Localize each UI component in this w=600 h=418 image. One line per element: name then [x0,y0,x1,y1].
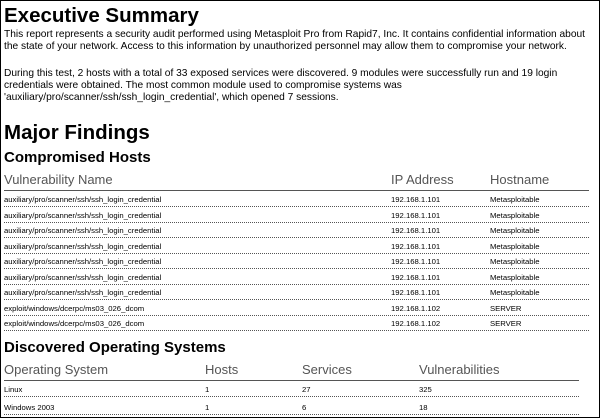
column-header-services: Services [302,362,352,377]
table-cell: auxiliary/pro/scanner/ssh/ssh_login_credential [4,288,162,297]
table-header-rule [4,190,589,191]
executive-summary-intro: This report represents a security audit performed using Metasploit Pro from Rapid7, Inc. It contains confidential information about the state of your network. Access to this information by unauthorized personnel may allow them to compromise your network. [4,29,585,52]
table-cell: Metasploitable [490,210,540,220]
table-header-rule [4,380,579,381]
discovered-os-heading: Discovered Operating Systems [4,339,226,356]
row-divider [4,268,589,269]
executive-summary-stats: During this test, 2 hosts with a total of 33 exposed services were discovered. 9 modules were successfully run and 19 login credentials were obtained. The most common module used to compromise systems was 'auxiliary/pro/scanner/ssh/ssh_login_credential', which opened 7 sessions. [4,68,558,103]
table-cell: auxiliary/pro/scanner/ssh/ssh_login_credential [4,226,162,235]
table-cell: Metasploitable [490,288,540,297]
table-cell: auxiliary/pro/scanner/ssh/ssh_login_credential [4,257,162,266]
column-header-hosts: Hosts [205,362,239,377]
table-cell: auxiliary/pro/scanner/ssh/ssh_login_credential [4,241,162,251]
row-divider [4,253,589,254]
table-cell: Metasploitable [490,195,540,204]
column-header-ip-address: IP Address [391,172,454,187]
column-header-vulnerabilities: Vulnerabilities [419,362,500,377]
table-cell: SERVER [490,303,522,313]
table-cell: auxiliary/pro/scanner/ssh/ssh_login_credential [4,210,162,220]
table-cell: 325 [419,385,432,394]
table-cell: auxiliary/pro/scanner/ssh/ssh_login_credential [4,195,162,204]
table-cell: auxiliary/pro/scanner/ssh/ssh_login_credential [4,272,162,282]
table-cell: 192.168.1.101 [391,241,441,251]
column-header-hostname: Hostname [490,172,550,187]
table-cell: Metasploitable [490,272,540,282]
row-divider [4,330,589,331]
table-cell: 192.168.1.102 [391,303,441,313]
table-cell: 192.168.1.101 [391,210,441,220]
table-cell: 192.168.1.101 [391,288,441,297]
row-divider [4,315,589,316]
executive-summary-heading: Executive Summary [4,4,199,27]
row-divider [4,237,589,238]
row-divider [4,206,589,207]
table-cell: 192.168.1.101 [391,195,441,204]
row-divider [4,414,579,415]
table-cell: Metasploitable [490,226,540,235]
compromised-hosts-heading: Compromised Hosts [4,149,151,166]
column-header-vulnerability-name: Vulnerability Name [4,172,113,187]
table-cell: Linux [4,385,23,394]
column-header-operating-system: Operating System [4,362,109,377]
table-cell: 18 [419,403,428,412]
table-cell: Metasploitable [490,241,540,251]
table-cell: 1 [205,385,210,394]
table-cell: 192.168.1.101 [391,257,441,266]
table-cell: 27 [302,385,311,394]
table-cell: 192.168.1.102 [391,319,441,328]
table-cell: SERVER [490,319,522,328]
row-divider [4,222,589,223]
table-cell: 1 [205,403,210,412]
row-divider [4,284,589,285]
row-divider [4,396,579,397]
table-cell: 192.168.1.101 [391,226,441,235]
row-divider [4,299,589,300]
table-cell: Windows 2003 [4,403,55,412]
table-cell: Metasploitable [490,257,540,266]
table-cell: 6 [302,403,307,412]
major-findings-heading: Major Findings [4,121,150,144]
table-cell: 192.168.1.101 [391,272,441,282]
table-cell: exploit/windows/dcerpc/ms03_026_dcom [4,319,145,328]
table-cell: exploit/windows/dcerpc/ms03_026_dcom [4,303,145,313]
